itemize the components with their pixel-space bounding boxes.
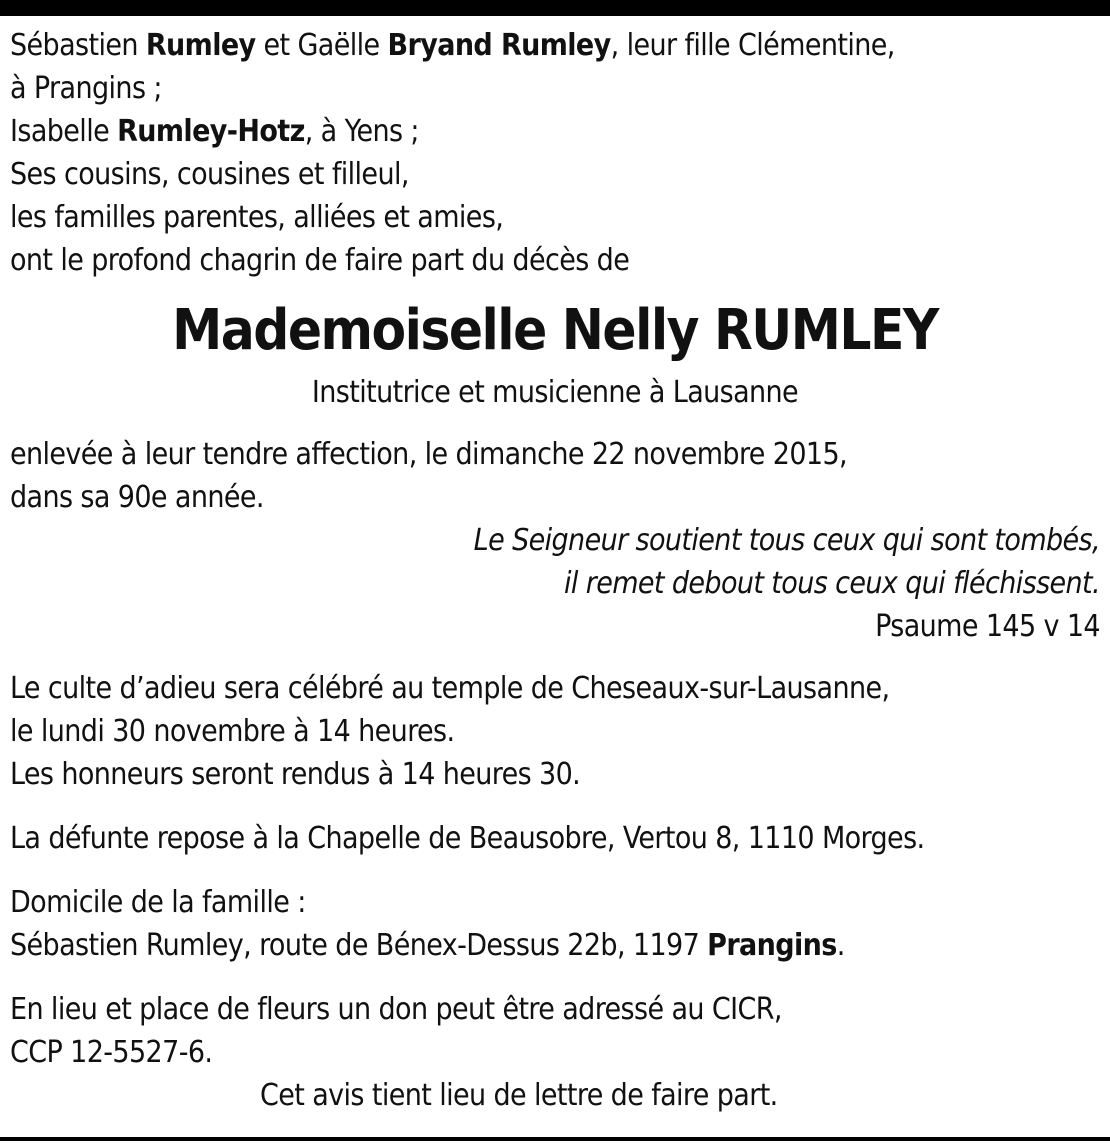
family-name: Rumley bbox=[145, 28, 256, 63]
family-line-5: les familles parentes, alliées et amies, bbox=[10, 200, 504, 235]
rest-place: La défunte repose à la Chapelle de Beausobre, Vertou 8, 1110 Morges. bbox=[10, 821, 925, 856]
ceremony-line-1: Le culte d’adieu sera célébré au temple de Cheseaux-sur-Lausanne, bbox=[10, 671, 890, 706]
death-line-1: enlevée à leur tendre affection, le dimanche 22 novembre 2015, bbox=[10, 437, 848, 472]
donation-line-1: En lieu et place de fleurs un don peut être adressé au CICR, bbox=[10, 992, 782, 1027]
family-name: Rumley-Hotz bbox=[117, 114, 305, 149]
donation-line-2: CCP 12-5527-6. bbox=[10, 1035, 213, 1070]
text: , leur fille Clémentine, bbox=[610, 28, 895, 63]
death-line-2: dans sa 90e année. bbox=[10, 480, 264, 515]
deceased-profession: Institutrice et musicienne à Lausanne bbox=[311, 375, 799, 410]
text: , à Yens ; bbox=[304, 114, 419, 149]
text: Sébastien bbox=[10, 28, 146, 63]
text: Isabelle bbox=[10, 114, 118, 149]
ceremony-line-2: le lundi 30 novembre à 14 heures. bbox=[10, 714, 455, 749]
ceremony-line-3: Les honneurs seront rendus à 14 heures 30. bbox=[10, 757, 581, 792]
closing-note: Cet avis tient lieu de lettre de faire part. bbox=[260, 1078, 778, 1113]
family-line-6: ont le profond chagrin de faire part du décès de bbox=[10, 243, 630, 278]
bottom-rule bbox=[0, 1137, 1110, 1141]
family-line-2: à Prangins ; bbox=[10, 71, 162, 106]
family-line-1 bbox=[10, 24, 1100, 67]
domicile-address bbox=[10, 924, 1100, 967]
text: et Gaëlle bbox=[255, 28, 388, 63]
obituary-notice bbox=[10, 24, 1100, 1117]
domicile-label: Domicile de la famille : bbox=[10, 885, 306, 920]
quote-reference: Psaume 145 v 14 bbox=[875, 609, 1100, 644]
family-line-3 bbox=[10, 110, 1100, 153]
quote-line-1: Le Seigneur soutient tous ceux qui sont tombés, bbox=[473, 523, 1100, 558]
domicile-city: Prangins bbox=[707, 928, 837, 963]
text: . bbox=[836, 928, 845, 963]
top-rule bbox=[0, 0, 1110, 16]
family-line-4: Ses cousins, cousines et filleul, bbox=[10, 157, 409, 192]
family-name: Bryand Rumley bbox=[387, 28, 611, 63]
quote-line-2: il remet debout tous ceux qui fléchissent. bbox=[563, 566, 1100, 601]
text: Sébastien Rumley, route de Bénex-Dessus 22b, 1197 bbox=[10, 928, 708, 963]
deceased-name: Mademoiselle Nelly RUMLEY bbox=[172, 298, 938, 363]
